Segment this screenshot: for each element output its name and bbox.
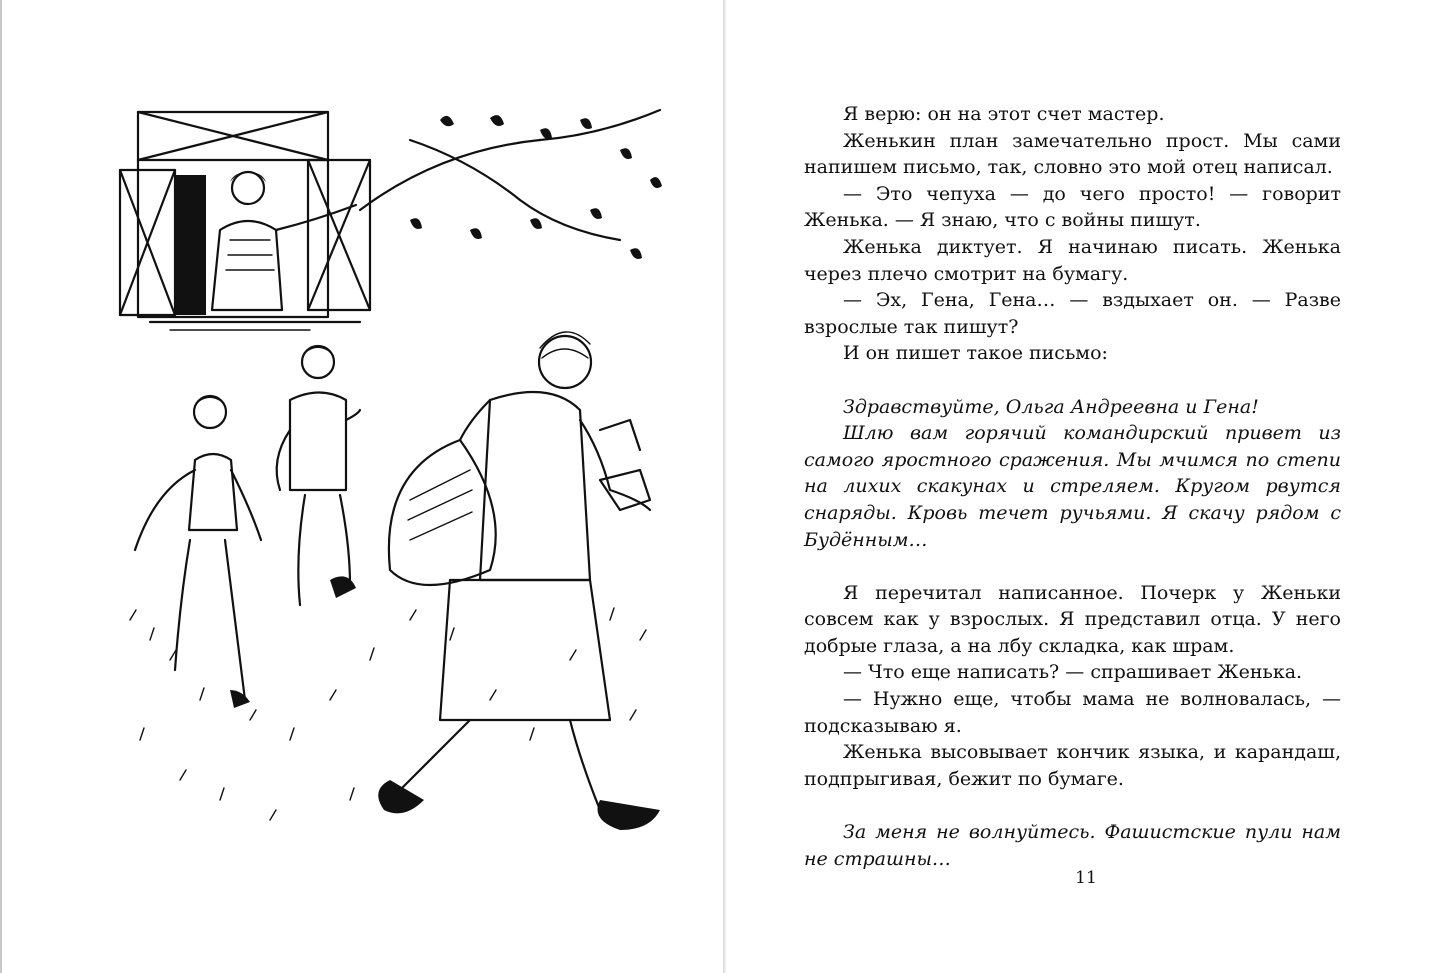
paragraph: И он пишет такое письмо: bbox=[843, 342, 1108, 365]
paragraph: — Это чепуха — до чего просто! — говорит Женька. — Я знаю, что с войны пишут. bbox=[804, 182, 1341, 232]
paragraph: Я верю: он на этот счет мастер. bbox=[843, 103, 1165, 125]
boy-running-left bbox=[135, 396, 261, 708]
illustration bbox=[110, 100, 670, 840]
paragraph: Женька высовывает кончик языка, и карандаш, подпрыгивая, бежит по бумаге. bbox=[804, 741, 1341, 790]
paragraph: — Что еще написать? — спрашивает Женька. bbox=[843, 661, 1303, 684]
spacer bbox=[804, 553, 1341, 580]
right-page bbox=[726, 0, 1449, 973]
page-number: 11 bbox=[1075, 868, 1097, 888]
paragraph: Я перечитал написанное. Почерк у Женьки совсем как у взрослых. Я представил отца. У него добрые глаза, а на лбу складка, как шрам. bbox=[804, 581, 1341, 657]
boy-running-middle bbox=[277, 345, 360, 605]
letter-paragraph: Шлю вам горячий командирский привет из самого яростного сражения. Мы мчимся по степи на лихих скакунах и стреляем. Кругом рвутся снаряды. Кровь течет ручьями. Я скачу рядом с Будённым… bbox=[804, 422, 1341, 551]
paragraph: Женька диктует. Я начинаю писать. Женька через плечо смотрит на бумагу. bbox=[804, 235, 1341, 285]
letter-greeting: Здравствуйте, Ольга Андреевна и Гена! bbox=[843, 395, 1259, 418]
postwoman-walking bbox=[378, 332, 660, 830]
paragraph: — Нужно еще, чтобы мама не волновалась, — подсказываю я. bbox=[804, 688, 1341, 737]
spacer bbox=[804, 367, 1341, 394]
paragraph: Женькин план замечательно прост. Мы сами напишем письмо, так, словно это мой отец написал. bbox=[804, 129, 1341, 179]
paragraph: — Эх, Гена, Гена… — вздыхает он. — Разве взрослые так пишут? bbox=[804, 289, 1341, 338]
window-drawing bbox=[120, 112, 370, 330]
tree-branches bbox=[360, 110, 662, 259]
spacer bbox=[804, 792, 1341, 819]
left-page bbox=[0, 0, 724, 973]
letter-paragraph: За меня не волнуйтесь. Фашистские пули нам не страшны… bbox=[804, 821, 1341, 870]
text-block bbox=[804, 101, 1341, 872]
